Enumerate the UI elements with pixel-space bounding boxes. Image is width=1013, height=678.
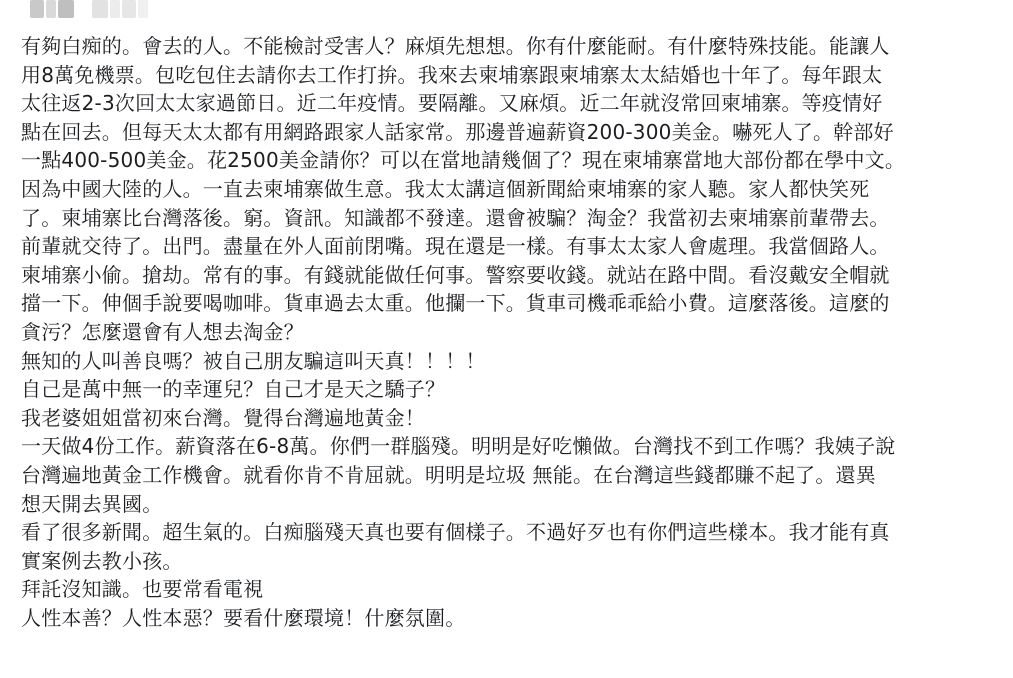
- post-text-line: 人性本善？人性本惡？要看什麼環境！什麼氛圍。: [21, 605, 466, 630]
- post-text-line: 點在回去。但每天太太都有用網路跟家人話家常。那邊普遍薪資200-300美金。嚇死人了。幹部好: [21, 119, 894, 144]
- post-text-line: 因為中國大陸的人。一直去柬埔寨做生意。我太太講這個新聞給柬埔寨的家人聽。家人都快笑死: [21, 176, 870, 201]
- post-text-line: 實案例去教小孩。: [21, 548, 183, 573]
- redacted-name-blur: [122, 0, 136, 18]
- post-text-line: 拜託沒知識。也要常看電視: [21, 577, 264, 602]
- redacted-header-bar: [0, 0, 1013, 28]
- post-text-line: 柬埔寨小偷。搶劫。常有的事。有錢就能做任何事。警察要收錢。就站在路中間。看沒戴安全帽就: [21, 262, 890, 287]
- redacted-avatar-blur: [46, 0, 56, 18]
- post-text-line: 自己是萬中無一的幸運兒？自己才是天之驕子？: [21, 377, 446, 402]
- post-text-line: 用8萬免機票。包吃包住去請你去工作打拚。我來去柬埔寨跟柬埔寨太太結婚也十年了。每年跟太: [21, 62, 883, 87]
- post-text-line: 我老婆姐姐當初來台灣。覺得台灣遍地黃金！: [21, 405, 425, 430]
- post-text-line: 看了很多新聞。超生氣的。白痴腦殘天真也要有個樣子。不過好歹也有你們這些樣本。我才能有真: [21, 520, 890, 545]
- redacted-name-blur: [92, 0, 108, 18]
- post-text-line: 了。柬埔寨比台灣落後。窮。資訊。知識都不發達。還會被騙？淘金？我當初去柬埔寨前輩帶去。: [21, 205, 890, 230]
- post-text-line: 前輩就交待了。出門。盡量在外人面前閉嘴。現在還是一樣。有事太太家人會處理。我當個路人。: [21, 234, 890, 259]
- post-text-line: 貪污？怎麼還會有人想去淘金？: [21, 319, 304, 344]
- redacted-name-blur: [110, 0, 120, 18]
- post-text-line: 有夠白痴的。會去的人。不能檢討受害人？麻煩先想想。你有什麼能耐。有什麼特殊技能。能讓人: [21, 34, 890, 58]
- post-text-line: 一天做4份工作。薪資落在6-8萬。你們一群腦殘。明明是好吃懶做。台灣找不到工作嗎？我姨子說: [21, 434, 896, 459]
- redacted-name-blur: [138, 0, 148, 18]
- redacted-avatar-blur: [30, 0, 44, 18]
- post-text-line: 太往返2-3次回太太家過節日。近二年疫情。要隔離。又麻煩。近二年就沒常回柬埔寨。等疫情好: [21, 91, 883, 116]
- post-text-body: [21, 32, 1001, 632]
- redacted-avatar-blur: [58, 0, 74, 18]
- post-text-line: 台灣遍地黃金工作機會。就看你肯不肯屈就。明明是垃圾 無能。在台灣這些錢都賺不起了。還異: [21, 462, 876, 487]
- post-text-line: 一點400-500美金。花2500美金請你？可以在當地請幾個了？現在柬埔寨當地大部份都在學中文。: [21, 148, 906, 173]
- post-text-line: 擋一下。伸個手說要喝咖啡。貨車過去太重。他攔一下。貨車司機乖乖給小費。這麼落後。這麼的: [21, 291, 890, 316]
- post-text-line: 想天開去異國。: [21, 491, 163, 516]
- post-text-line: 無知的人叫善良嗎？被自己朋友騙這叫天真！！！！: [21, 348, 486, 373]
